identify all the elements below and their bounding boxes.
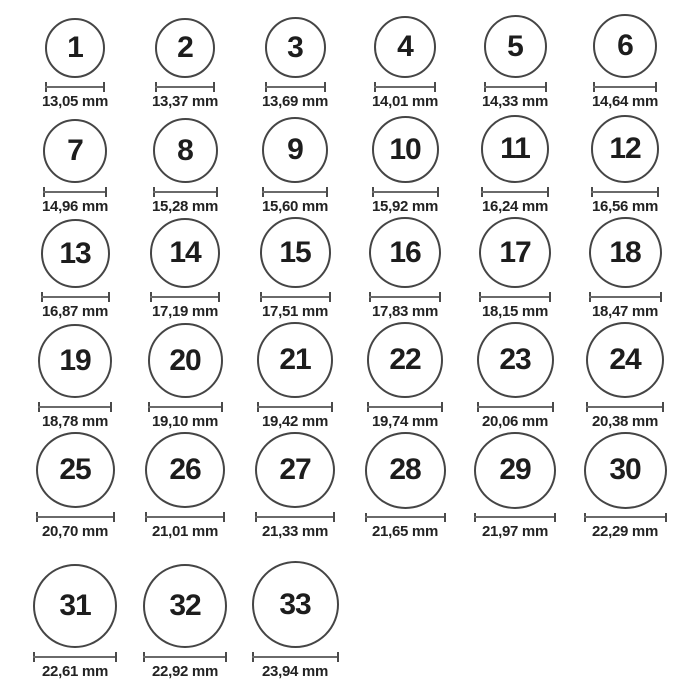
measure-bar xyxy=(369,296,441,298)
ring-diameter-label: 21,01 mm xyxy=(152,523,218,540)
ring-number: 30 xyxy=(609,453,641,487)
ring-size-item xyxy=(20,2,130,112)
measure-bar xyxy=(33,656,117,658)
diameter-measure-line xyxy=(477,402,554,412)
ring-number: 12 xyxy=(609,132,641,165)
measure-right-tick xyxy=(545,82,547,92)
ring-size-item xyxy=(240,2,350,112)
measure-right-tick xyxy=(103,82,105,92)
measure-right-tick xyxy=(333,512,335,522)
ring-diameter-label: 13,37 mm xyxy=(152,93,218,110)
ring-size-item xyxy=(350,112,460,217)
ring-number: 7 xyxy=(67,134,83,167)
measure-bar xyxy=(481,191,549,193)
ring-diameter-label: 14,01 mm xyxy=(372,93,438,110)
diameter-measure-line xyxy=(145,512,225,522)
measure-right-tick xyxy=(115,652,117,662)
ring-size-item xyxy=(570,432,680,542)
measure-bar xyxy=(372,191,439,193)
measure-right-tick xyxy=(108,292,110,302)
measure-bar xyxy=(43,191,107,193)
measure-right-tick xyxy=(657,187,659,197)
ring-size-item xyxy=(240,542,350,682)
measure-bar xyxy=(367,406,443,408)
measure-right-tick xyxy=(665,513,667,522)
measure-bar xyxy=(145,516,225,518)
measure-bar xyxy=(36,516,115,518)
ring-size-item xyxy=(570,217,680,322)
ring-size-item xyxy=(350,217,460,322)
ring-circle xyxy=(584,432,667,509)
diameter-measure-line xyxy=(484,82,547,92)
ring-number: 15 xyxy=(279,235,311,269)
measure-bar xyxy=(38,406,112,408)
measure-bar xyxy=(143,656,227,658)
measure-bar xyxy=(584,516,667,518)
diameter-measure-line xyxy=(586,402,664,412)
measure-bar xyxy=(365,516,446,518)
ring-size-item xyxy=(130,322,240,432)
ring-diameter-label: 14,33 mm xyxy=(482,93,548,110)
measure-bar xyxy=(41,296,110,298)
ring-circle xyxy=(374,16,436,78)
ring-diameter-label: 18,15 mm xyxy=(482,303,548,320)
diameter-measure-line xyxy=(369,292,441,302)
ring-circle xyxy=(43,119,107,183)
ring-circle xyxy=(145,432,225,508)
ring-number: 24 xyxy=(609,343,641,377)
diameter-measure-line xyxy=(148,402,223,412)
ring-diameter-label: 22,61 mm xyxy=(42,663,108,680)
diameter-measure-line xyxy=(257,402,333,412)
measure-right-tick xyxy=(331,402,333,412)
ring-circle xyxy=(367,322,443,398)
measure-right-tick xyxy=(105,187,107,197)
ring-number: 5 xyxy=(507,29,523,63)
ring-diameter-label: 19,74 mm xyxy=(372,413,438,430)
measure-bar xyxy=(257,406,333,408)
measure-bar xyxy=(255,516,335,518)
ring-number: 19 xyxy=(59,344,91,377)
measure-right-tick xyxy=(218,292,220,302)
diameter-measure-line xyxy=(367,402,443,412)
ring-number: 4 xyxy=(397,30,413,63)
ring-number: 29 xyxy=(499,453,531,487)
diameter-measure-line xyxy=(374,82,436,92)
ring-size-item xyxy=(350,2,460,112)
measure-right-tick xyxy=(437,187,439,197)
measure-bar xyxy=(150,296,220,298)
ring-size-grid xyxy=(0,2,700,682)
ring-size-item xyxy=(20,432,130,542)
ring-size-item xyxy=(240,112,350,217)
ring-circle xyxy=(474,432,556,509)
ring-circle xyxy=(155,18,215,78)
ring-size-item xyxy=(130,217,240,322)
ring-number: 33 xyxy=(279,587,311,621)
ring-size-item xyxy=(130,112,240,217)
ring-size-item xyxy=(20,112,130,217)
ring-size-item xyxy=(460,217,570,322)
ring-diameter-label: 21,33 mm xyxy=(262,523,328,540)
ring-number: 6 xyxy=(617,29,633,62)
measure-bar xyxy=(591,191,659,193)
measure-right-tick xyxy=(444,513,446,522)
ring-size-item xyxy=(460,432,570,542)
ring-diameter-label: 15,60 mm xyxy=(262,198,328,215)
ring-circle xyxy=(481,115,549,183)
ring-number: 1 xyxy=(67,31,83,64)
ring-size-row xyxy=(0,542,700,682)
measure-bar xyxy=(155,86,215,88)
ring-diameter-label: 19,42 mm xyxy=(262,413,328,430)
diameter-measure-line xyxy=(153,187,218,197)
ring-circle xyxy=(38,324,112,398)
measure-right-tick xyxy=(113,512,115,522)
ring-number: 8 xyxy=(177,133,193,167)
ring-diameter-label: 16,24 mm xyxy=(482,198,548,215)
measure-right-tick xyxy=(549,292,551,302)
measure-right-tick xyxy=(337,652,339,662)
ring-size-row xyxy=(0,217,700,322)
measure-bar xyxy=(374,86,436,88)
diameter-measure-line xyxy=(479,292,551,302)
measure-bar xyxy=(153,191,218,193)
measure-bar xyxy=(589,296,662,298)
ring-number: 21 xyxy=(279,343,311,376)
measure-bar xyxy=(148,406,223,408)
ring-number: 9 xyxy=(287,133,303,166)
ring-diameter-label: 19,10 mm xyxy=(152,413,218,430)
ring-diameter-label: 18,47 mm xyxy=(592,303,658,320)
ring-number: 11 xyxy=(500,132,530,165)
ring-circle xyxy=(372,116,439,183)
measure-right-tick xyxy=(554,513,556,522)
diameter-measure-line xyxy=(143,652,227,662)
measure-bar xyxy=(593,86,657,88)
ring-diameter-label: 16,87 mm xyxy=(42,303,108,320)
ring-circle xyxy=(257,322,333,398)
measure-right-tick xyxy=(660,292,662,302)
ring-size-item xyxy=(570,112,680,217)
ring-size-item xyxy=(460,322,570,432)
ring-circle xyxy=(265,17,326,78)
diameter-measure-line xyxy=(474,513,556,522)
ring-diameter-label: 22,92 mm xyxy=(152,663,218,680)
ring-diameter-label: 21,65 mm xyxy=(372,523,438,540)
ring-number: 22 xyxy=(389,343,421,376)
measure-right-tick xyxy=(662,402,664,412)
ring-number: 32 xyxy=(169,589,201,622)
diameter-measure-line xyxy=(372,187,439,197)
measure-right-tick xyxy=(213,82,215,92)
measure-bar xyxy=(262,191,328,193)
diameter-measure-line xyxy=(255,512,335,522)
ring-size-item xyxy=(570,2,680,112)
diameter-measure-line xyxy=(36,512,115,522)
diameter-measure-line xyxy=(260,292,331,302)
ring-diameter-label: 23,94 mm xyxy=(262,663,328,680)
ring-circle xyxy=(262,117,328,183)
ring-size-item xyxy=(240,322,350,432)
ring-diameter-label: 18,78 mm xyxy=(42,413,108,430)
ring-diameter-label: 17,83 mm xyxy=(372,303,438,320)
ring-size-row xyxy=(0,322,700,432)
measure-right-tick xyxy=(329,292,331,302)
ring-circle xyxy=(153,118,218,183)
ring-circle xyxy=(143,564,227,648)
measure-bar xyxy=(265,86,326,88)
measure-bar xyxy=(260,296,331,298)
measure-bar xyxy=(45,86,105,88)
diameter-measure-line xyxy=(591,187,659,197)
ring-size-item xyxy=(20,322,130,432)
measure-right-tick xyxy=(547,187,549,197)
measure-bar xyxy=(484,86,547,88)
measure-right-tick xyxy=(441,402,443,412)
ring-diameter-label: 20,38 mm xyxy=(592,413,658,430)
ring-diameter-label: 15,28 mm xyxy=(152,198,218,215)
ring-circle xyxy=(260,217,331,288)
ring-diameter-label: 22,29 mm xyxy=(592,523,658,540)
ring-circle xyxy=(41,219,110,288)
diameter-measure-line xyxy=(262,187,328,197)
ring-number: 23 xyxy=(499,343,531,377)
ring-number: 10 xyxy=(389,132,421,166)
measure-right-tick xyxy=(552,402,554,412)
ring-number: 16 xyxy=(389,235,421,269)
ring-size-item xyxy=(240,217,350,322)
ring-circle xyxy=(591,115,659,183)
ring-diameter-label: 20,06 mm xyxy=(482,413,548,430)
ring-size-item xyxy=(20,217,130,322)
ring-number: 18 xyxy=(609,235,641,269)
ring-diameter-label: 14,64 mm xyxy=(592,93,658,110)
ring-circle xyxy=(593,14,657,78)
ring-size-item xyxy=(350,432,460,542)
ring-size-row xyxy=(0,432,700,542)
ring-number: 31 xyxy=(59,589,91,622)
ring-size-item xyxy=(20,542,130,682)
ring-number: 14 xyxy=(169,236,201,269)
ring-size-item xyxy=(130,432,240,542)
measure-right-tick xyxy=(216,187,218,197)
ring-circle xyxy=(255,432,335,508)
ring-diameter-label: 14,96 mm xyxy=(42,198,108,215)
ring-size-item xyxy=(240,432,350,542)
measure-right-tick xyxy=(221,402,223,412)
ring-diameter-label: 16,56 mm xyxy=(592,198,658,215)
diameter-measure-line xyxy=(43,187,107,197)
ring-circle xyxy=(586,322,664,398)
diameter-measure-line xyxy=(38,402,112,412)
diameter-measure-line xyxy=(45,82,105,92)
ring-diameter-label: 20,70 mm xyxy=(42,523,108,540)
ring-size-item xyxy=(460,112,570,217)
ring-diameter-label: 13,05 mm xyxy=(42,93,108,110)
ring-diameter-label: 17,51 mm xyxy=(262,303,328,320)
diameter-measure-line xyxy=(150,292,220,302)
ring-size-item xyxy=(130,542,240,682)
measure-bar xyxy=(479,296,551,298)
diameter-measure-line xyxy=(481,187,549,197)
ring-size-row xyxy=(0,2,700,112)
ring-number: 13 xyxy=(59,236,91,270)
measure-right-tick xyxy=(434,82,436,92)
measure-right-tick xyxy=(326,187,328,197)
ring-number: 27 xyxy=(279,453,311,487)
ring-number: 20 xyxy=(169,343,201,377)
ring-circle xyxy=(33,564,117,648)
diameter-measure-line xyxy=(365,513,446,522)
ring-number: 17 xyxy=(499,235,531,269)
ring-number: 25 xyxy=(59,453,91,487)
ring-diameter-label: 13,69 mm xyxy=(262,93,328,110)
ring-circle xyxy=(365,432,446,509)
ring-circle xyxy=(150,218,220,288)
ring-number: 3 xyxy=(287,30,303,64)
ring-circle xyxy=(369,217,441,288)
ring-circle xyxy=(477,322,554,398)
ring-circle xyxy=(36,432,115,508)
ring-circle xyxy=(479,217,551,288)
diameter-measure-line xyxy=(584,513,667,522)
measure-right-tick xyxy=(225,652,227,662)
ring-size-item xyxy=(130,2,240,112)
measure-bar xyxy=(586,406,664,408)
ring-circle xyxy=(484,15,547,78)
ring-size-row xyxy=(0,112,700,217)
ring-number: 2 xyxy=(177,31,193,64)
ring-circle xyxy=(589,217,662,288)
measure-right-tick xyxy=(324,82,326,92)
ring-circle xyxy=(45,18,105,78)
diameter-measure-line xyxy=(589,292,662,302)
ring-diameter-label: 21,97 mm xyxy=(482,523,548,540)
measure-right-tick xyxy=(223,512,225,522)
measure-bar xyxy=(474,516,556,518)
ring-size-item xyxy=(460,2,570,112)
ring-number: 28 xyxy=(389,453,421,487)
measure-right-tick xyxy=(110,402,112,412)
ring-circle xyxy=(252,561,339,648)
diameter-measure-line xyxy=(252,652,339,662)
measure-bar xyxy=(477,406,554,408)
diameter-measure-line xyxy=(155,82,215,92)
measure-right-tick xyxy=(655,82,657,92)
ring-circle xyxy=(148,323,223,398)
ring-diameter-label: 15,92 mm xyxy=(372,198,438,215)
measure-right-tick xyxy=(439,292,441,302)
measure-bar xyxy=(252,656,339,658)
diameter-measure-line xyxy=(593,82,657,92)
ring-size-item xyxy=(570,322,680,432)
ring-number: 26 xyxy=(169,453,201,487)
diameter-measure-line xyxy=(41,292,110,302)
ring-diameter-label: 17,19 mm xyxy=(152,303,218,320)
diameter-measure-line xyxy=(265,82,326,92)
ring-size-item xyxy=(350,322,460,432)
diameter-measure-line xyxy=(33,652,117,662)
